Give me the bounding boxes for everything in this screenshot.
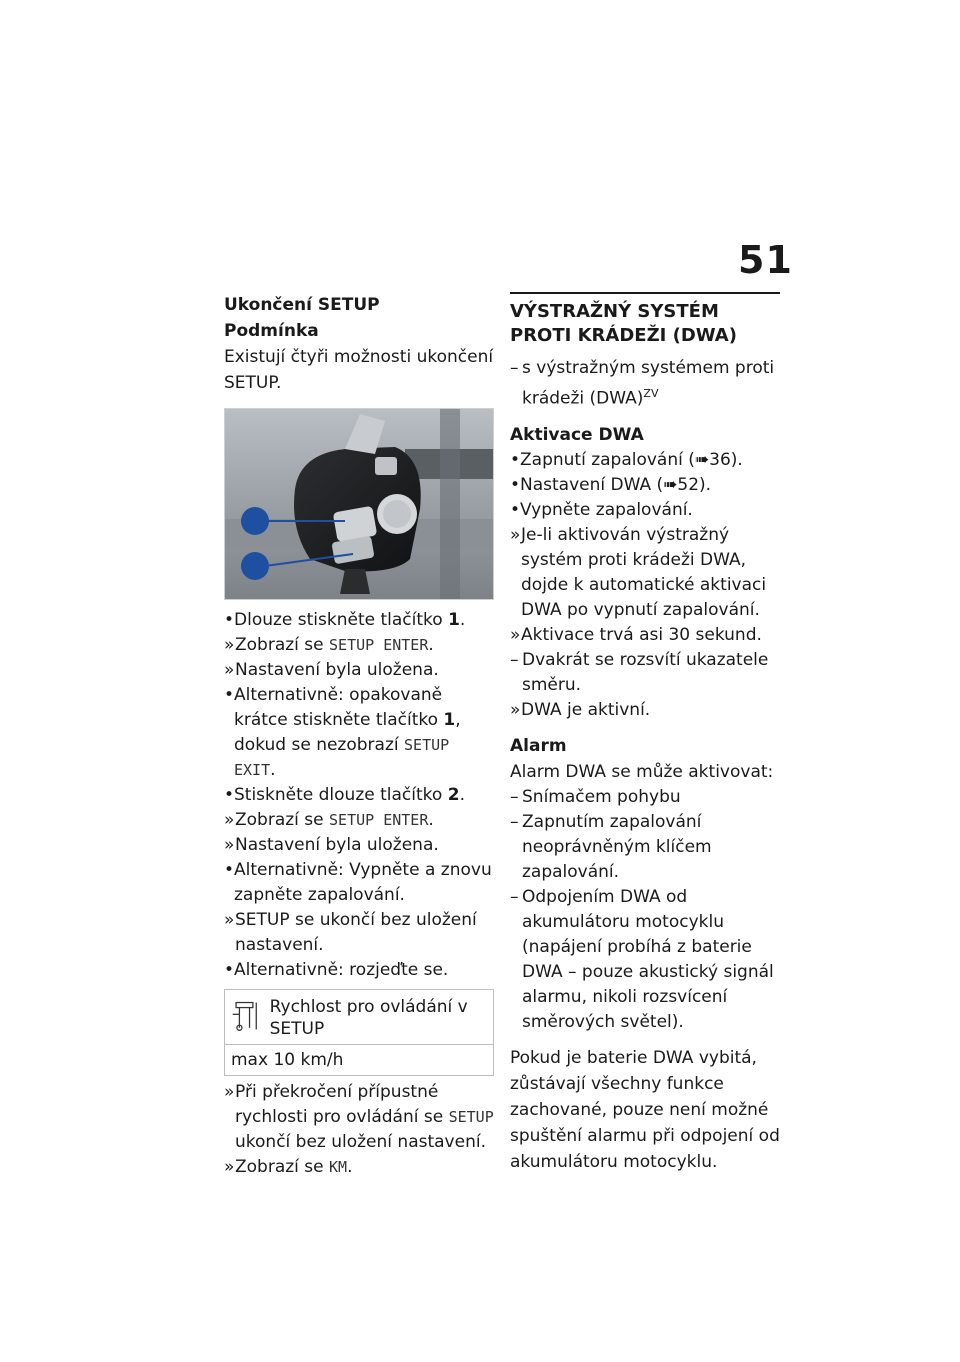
list-item: – Zapnutím zapalování neoprávněným klíčem zapalování. [510, 811, 712, 882]
list-item: • Alternativně: opakovaně krátce stiskněte tlačítko 1, dokud se nezobrazí SETUP EXIT. [224, 685, 461, 780]
list-item: • Zapnutí zapalování (➠36). [510, 449, 743, 470]
list-item: » DWA je aktivní. [510, 699, 651, 720]
heading-condition: Podmínka [224, 321, 319, 341]
list-item: • Stiskněte dlouze tlačítko 2. [224, 785, 465, 805]
page-number: 51 [738, 238, 793, 282]
alarm-intro: Alarm DWA se může aktivovat: [510, 761, 774, 782]
right-column [510, 292, 780, 1175]
list-item: » Aktivace trvá asi 30 sekund. [510, 624, 762, 645]
list-item: » SETUP se ukončí bez uložení nastavení. [224, 910, 477, 955]
list-item: • Alternativně: rozjeďte se. [224, 960, 449, 980]
condition-text: Existují čtyři možnosti ukončení SETUP. [224, 347, 494, 393]
activation-steps [510, 448, 780, 723]
infobox-title: Rychlost pro ovládání v SETUP [269, 997, 468, 1039]
list-item: • Nastavení DWA (➠52). [510, 474, 712, 495]
section-title: VÝSTRAŽNÝ SYSTÉM PROTI KRÁDEŽI (DWA) [510, 301, 737, 346]
handlebar-illustration [225, 409, 493, 599]
list-item: » Nastavení byla uložena. [224, 660, 439, 680]
list-item: » Je-li aktivován výstražný systém proti krádeži DWA, dojde k automatické aktivaci DWA po vypnutí zapalování. [510, 524, 767, 620]
page-ref-arrow-icon: ➠ [663, 474, 678, 495]
heading-end-setup: Ukončení SETUP [224, 295, 380, 315]
list-item: • Vypněte zapalování. [510, 499, 693, 520]
left-column [224, 292, 494, 1180]
page-ref-arrow-icon: ➠ [694, 449, 710, 470]
speed-limit-infobox [224, 989, 494, 1076]
tool-spec-icon [231, 996, 260, 1036]
alarm-triggers [510, 785, 780, 1035]
list-item: • Dlouze stiskněte tlačítko 1. [224, 610, 466, 630]
heading-activation: Aktivace DWA [510, 424, 644, 445]
list-item: – Dvakrát se rozsvítí ukazatele směru. [510, 649, 769, 695]
list-item: – s výstražným systémem proti krádeži (DWA)$^{ZV}$ [510, 358, 775, 409]
list-item: » Zobrazí se SETUP ENTER. [224, 635, 434, 655]
section-rule [510, 292, 780, 294]
list-item: – Snímačem pohybu [510, 786, 681, 807]
end-setup-steps [224, 608, 494, 983]
heading-alarm: Alarm [510, 735, 567, 756]
list-item: » Nastavení byla uložena. [224, 835, 439, 855]
list-item: » Při překročení přípustné rychlosti pro ovládání se SETUP ukončí bez uložení nastavení. [224, 1082, 494, 1152]
list-item: – Odpojením DWA od akumulátoru motocyklu (napájení probíhá z baterie DWA – pouze akustický signál alarmu, nikoli rozsvícení směrových světel). [510, 886, 774, 1032]
handlebar-switch-photo: 1 2 [224, 408, 494, 600]
overspeed-steps [224, 1080, 494, 1180]
list-item: » Zobrazí se KM. [224, 1157, 353, 1177]
list-item: » Zobrazí se SETUP ENTER. [224, 810, 434, 830]
infobox-value: max 10 km/h [231, 1050, 344, 1070]
battery-paragraph: Pokud je baterie DWA vybitá, zůstávají všechny funkce zachované, pouze není možné spuštění alarmu při odpojení od akumulátoru motocyklu. [510, 1047, 780, 1172]
list-item: • Alternativně: Vypněte a znovu zapněte zapalování. [224, 860, 492, 905]
